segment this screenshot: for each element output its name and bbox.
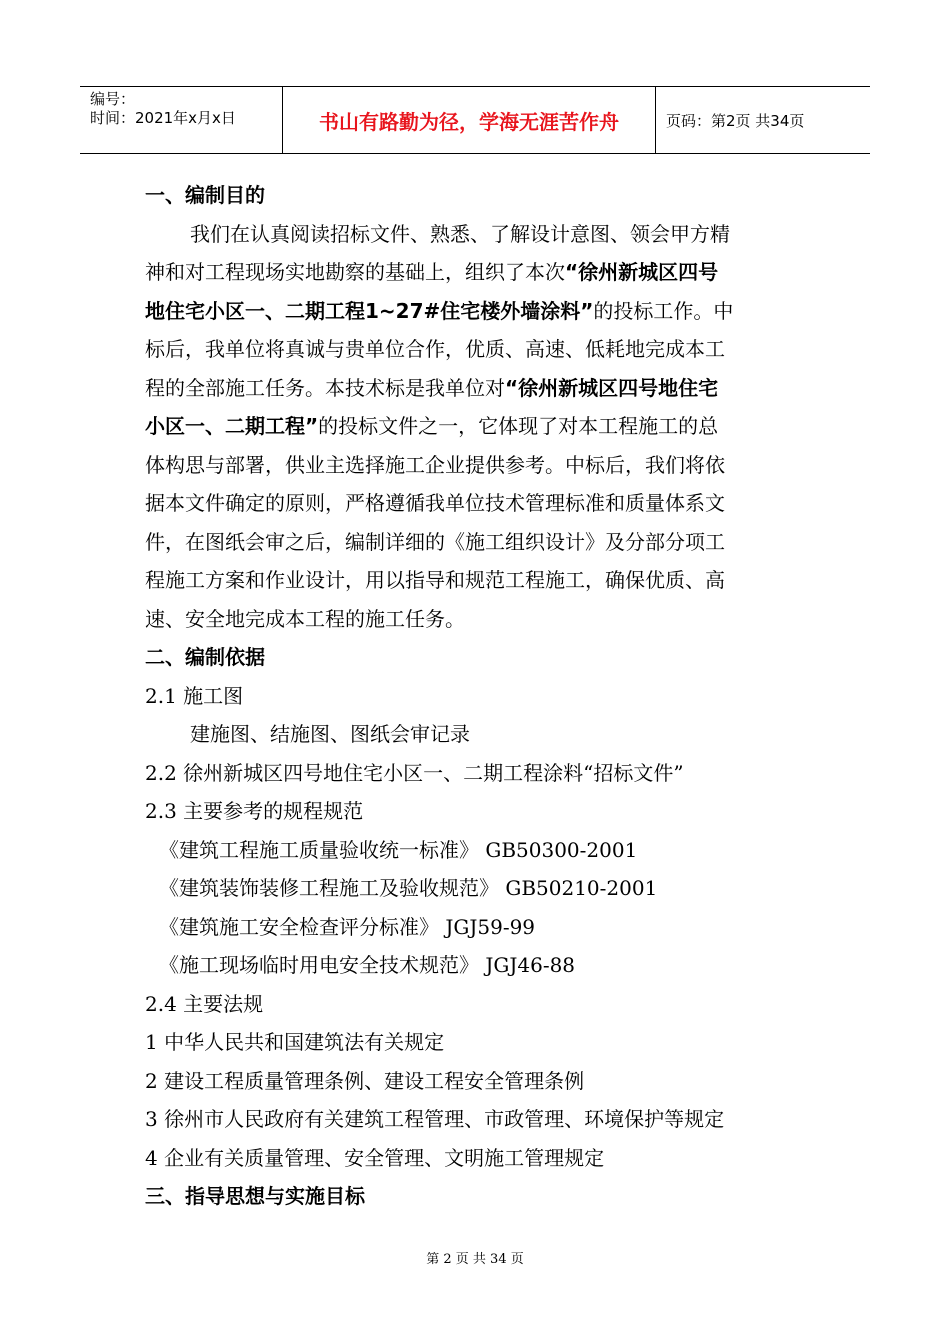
section-1-paragraph [145, 215, 800, 639]
law-item: 2 建设工程质量管理条例、建设工程安全管理条例 [145, 1068, 585, 1093]
page-footer: 第 2 页 共 34 页 [426, 1252, 524, 1267]
paragraph-line [145, 407, 800, 446]
law-item: 4 企业有关质量管理、安全管理、文明施工管理规定 [145, 1145, 605, 1170]
subsection-2-1-detail: 建施图、结施图、图纸会审记录 [190, 722, 470, 746]
page-header [80, 86, 870, 154]
project-name-bold: 地住宅小区一、二期工程1~27#住宅楼外墙涂料” [145, 298, 594, 323]
paragraph-line: 我们在认真阅读招标文件、熟悉、了解设计意图、领会甲方精 [190, 221, 730, 246]
paragraph-line: 速、安全地完成本工程的施工任务。 [145, 606, 465, 631]
document-body [145, 176, 800, 1216]
subsection-2-2: 2.2 徐州新城区四号地住宅小区一、二期工程涂料“招标文件” [145, 760, 684, 785]
paragraph-line [145, 253, 800, 292]
line-text: 的投标文件之一，它体现了对本工程施工的总 [318, 414, 719, 438]
section-1-title: 一、编制目的 [145, 183, 265, 207]
project-name-bold: 小区一、二期工程” [145, 414, 319, 438]
law-item: 3 徐州市人民政府有关建筑工程管理、市政管理、环境保护等规定 [145, 1107, 725, 1131]
paragraph-line: 件，在图纸会审之后，编制详细的《施工组织设计》及分部分项工 [145, 529, 725, 554]
standard-item: 《建筑装饰装修工程施工及验收规范》 GB50210-2001 [159, 876, 658, 900]
standard-item: 《建筑工程施工质量验收统一标准》 GB50300-2001 [159, 837, 638, 862]
subsection-2-4: 2.4 主要法规 [145, 991, 264, 1016]
header-motto: 书山有路勤为径，学海无涯苦作舟 [282, 87, 656, 153]
section-3-title: 三、指导思想与实施目标 [145, 1184, 365, 1208]
document-time-label: 时间：2021年x月x日 [90, 109, 236, 127]
subsection-2-3: 2.3 主要参考的规程规范 [145, 799, 364, 823]
standard-item: 《施工现场临时用电安全技术规范》 JGJ46-88 [159, 953, 576, 977]
standard-item: 《建筑施工安全检查评分标准》 JGJ59-99 [159, 914, 536, 939]
header-page-info: 页码：第2页 共34页 [666, 111, 805, 130]
paragraph-line: 程施工方案和作业设计，用以指导和规范工程施工，确保优质、高 [145, 568, 725, 592]
subsection-2-1: 2.1 施工图 [145, 683, 244, 708]
project-name-bold: “徐州新城区四号地住宅 [505, 375, 719, 400]
project-name-bold: “徐州新城区四号 [565, 260, 719, 284]
line-text: 程的全部施工任务。本技术标是我单位对 [145, 375, 505, 400]
paragraph-line [145, 369, 800, 408]
law-item: 1 中华人民共和国建筑法有关规定 [145, 1030, 445, 1054]
document-number-label: 编号： [90, 90, 136, 108]
paragraph-line: 据本文件确定的原则，严格遵循我单位技术管理标准和质量体系文 [145, 491, 725, 515]
paragraph-line: 标后，我单位将真诚与贵单位合作，优质、高速、低耗地完成本工 [145, 337, 725, 361]
line-text: 神和对工程现场实地勘察的基础上，组织了本次 [145, 260, 565, 284]
paragraph-line [145, 292, 800, 331]
section-2-title: 二、编制依据 [145, 645, 265, 669]
paragraph-line: 体构思与部署，供业主选择施工企业提供参考。中标后，我们将依 [145, 452, 725, 477]
line-text: 的投标工作。中 [593, 298, 734, 323]
header-meta [80, 87, 282, 153]
